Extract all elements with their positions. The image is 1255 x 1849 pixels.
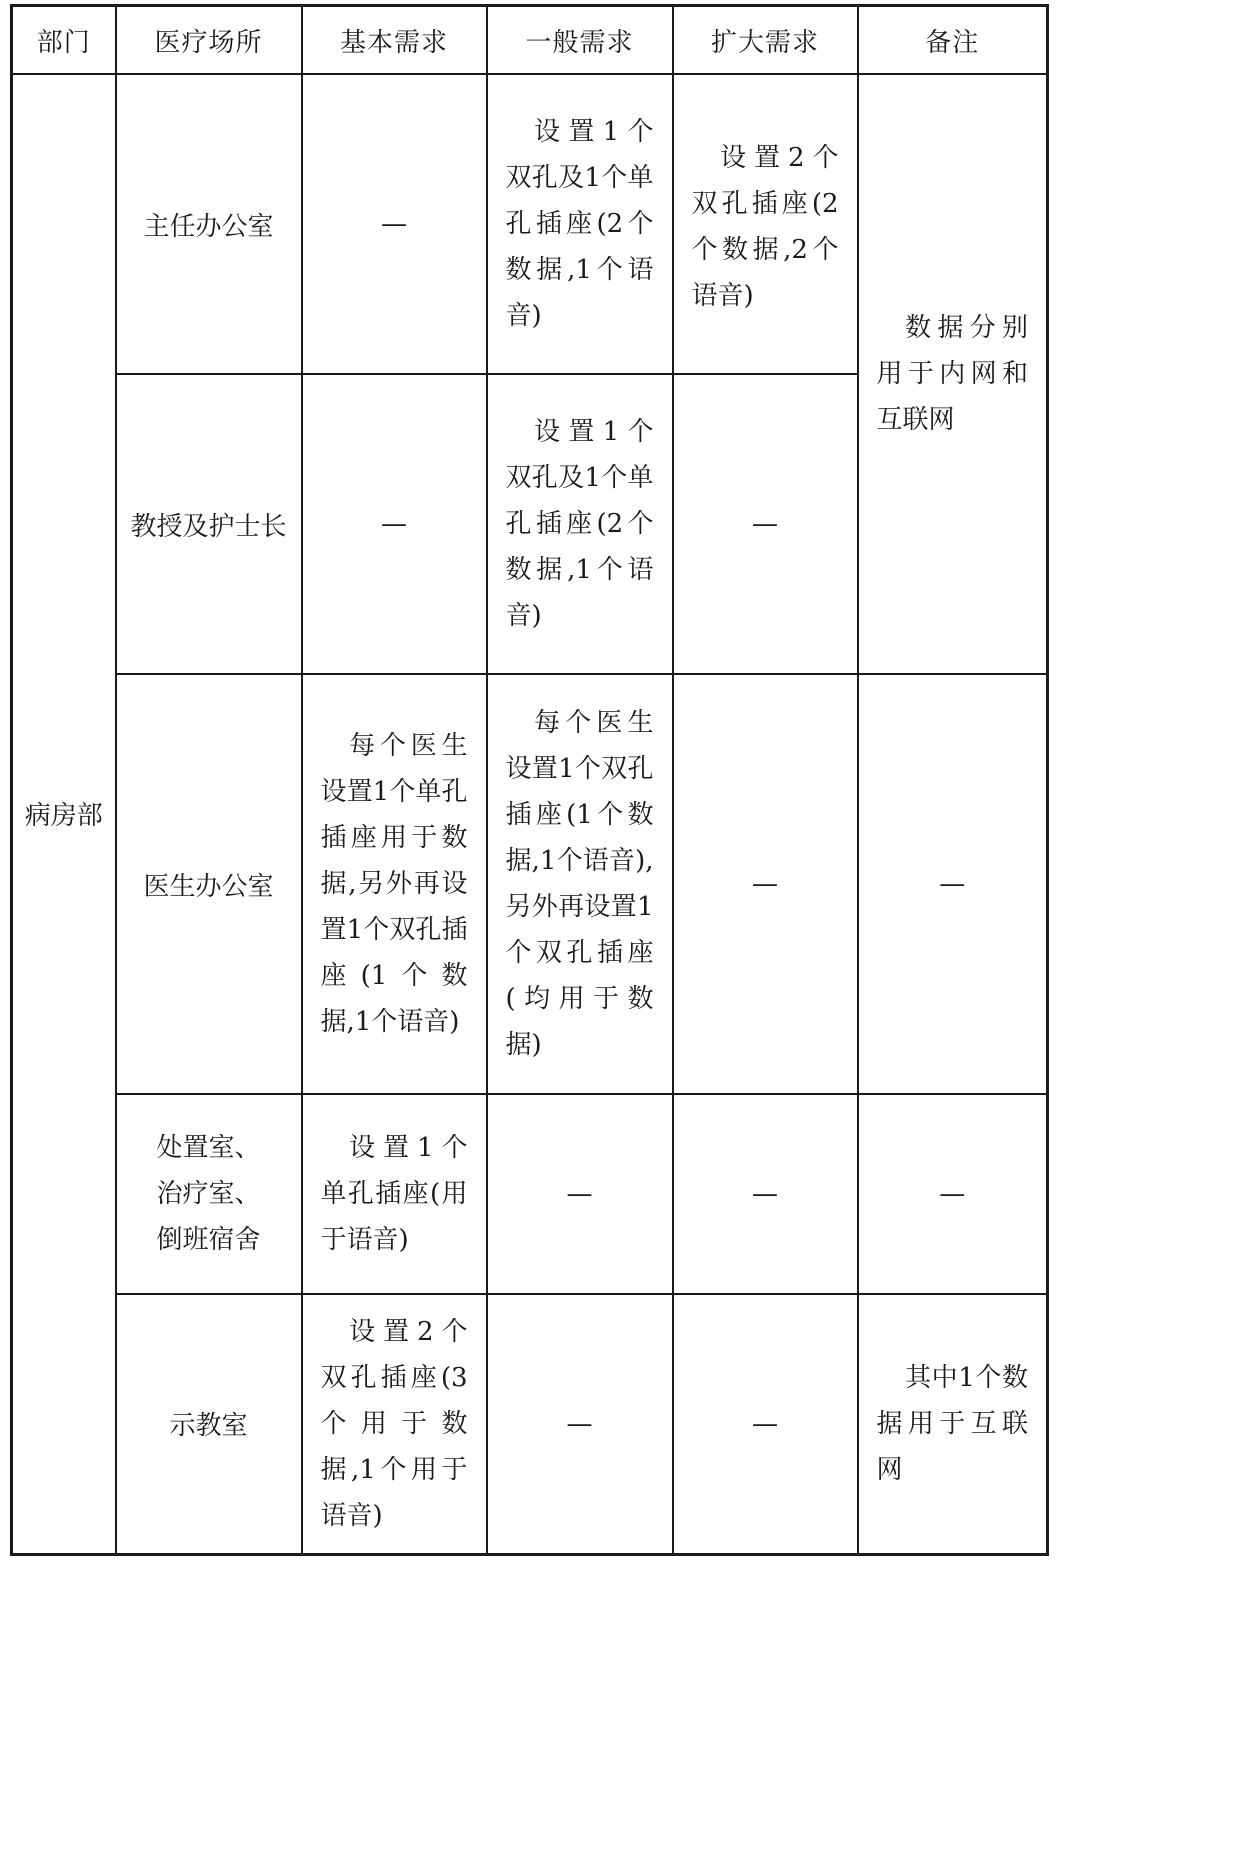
header-place: 医疗场所	[116, 6, 302, 75]
spec-table-wrapper	[10, 4, 1049, 1556]
general-cell: —	[487, 1294, 673, 1554]
basic-cell: —	[302, 74, 487, 374]
extended-cell: —	[673, 374, 858, 674]
table-row	[12, 74, 1048, 374]
table-row	[12, 1094, 1048, 1294]
basic-cell: 设置2个双孔插座(3个用于数据,1个用于语音)	[302, 1294, 487, 1554]
extended-cell: —	[673, 1294, 858, 1554]
header-department: 部门	[12, 6, 116, 75]
outlet-requirements-table	[10, 4, 1049, 1556]
header-note: 备注	[858, 6, 1048, 75]
note-cell: 其中1个数据用于互联网	[858, 1294, 1048, 1554]
place-cell: 示教室	[116, 1294, 302, 1554]
general-cell: —	[487, 1094, 673, 1294]
note-cell: —	[858, 674, 1048, 1094]
general-cell: 设置1个双孔及1个单孔插座(2个数据,1个语音)	[487, 74, 673, 374]
header-basic: 基本需求	[302, 6, 487, 75]
table-row	[12, 1294, 1048, 1554]
header-general: 一般需求	[487, 6, 673, 75]
place-cell: 处置室、治疗室、倒班宿舍	[116, 1094, 302, 1294]
extended-cell: 设置2个双孔插座(2个数据,2个语音)	[673, 74, 858, 374]
extended-cell: —	[673, 1094, 858, 1294]
place-cell: 医生办公室	[116, 674, 302, 1094]
basic-cell: 设置1个单孔插座(用于语音)	[302, 1094, 487, 1294]
header-extended: 扩大需求	[673, 6, 858, 75]
header-row	[12, 6, 1048, 75]
basic-cell: —	[302, 374, 487, 674]
general-cell: 设置1个双孔及1个单孔插座(2个数据,1个语音)	[487, 374, 673, 674]
table-row	[12, 674, 1048, 1094]
extended-cell: —	[673, 674, 858, 1094]
basic-cell: 每个医生设置1个单孔插座用于数据,另外再设置1个双孔插座(1个数据,1个语音)	[302, 674, 487, 1094]
department-cell: 病房部	[12, 74, 116, 1554]
note-cell: —	[858, 1094, 1048, 1294]
place-cell: 主任办公室	[116, 74, 302, 374]
general-cell: 每个医生设置1个双孔插座(1个数据,1个语音),另外再设置1个双孔插座(均用于数据)	[487, 674, 673, 1094]
note-cell-shared: 数据分别用于内网和互联网	[858, 74, 1048, 674]
place-cell: 教授及护士长	[116, 374, 302, 674]
